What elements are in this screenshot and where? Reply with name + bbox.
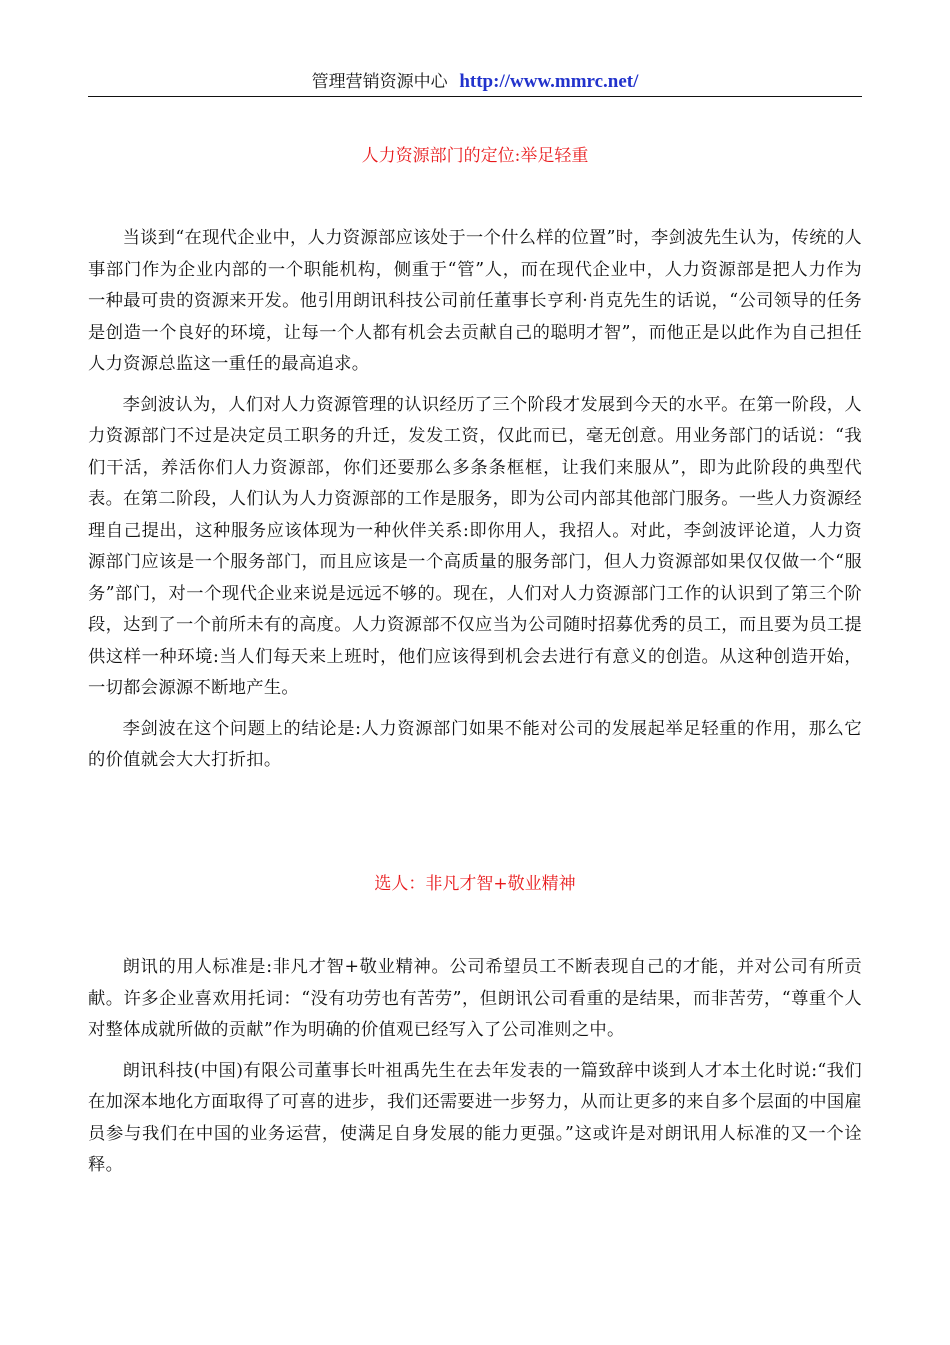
page-header	[88, 68, 862, 96]
paragraph: 当谈到“在现代企业中，人力资源部应该处于一个什么样的位置”时，李剑波先生认为，传统的人事部门作为企业内部的一个职能机构，侧重于“管”人，而在现代企业中，人力资源部是把人力作为一种最可贵的资源来开发。他引用朗讯科技公司前任董事长亨利·肖克先生的话说，“公司领导的任务是创造一个良好的环境，让每一个人都有机会去贡献自己的聪明才智”，而他正是以此作为自己担任人力资源总监这一重任的最高追求。	[88, 228, 862, 374]
paragraph: 李剑波在这个问题上的结论是:人力资源部门如果不能对公司的发展起举足轻重的作用，那么它的价值就会大大打折扣。	[88, 718, 862, 770]
header-divider	[88, 96, 862, 97]
section-body-selection	[88, 952, 862, 1191]
section-title-selection: 选人：非凡才智+敬业精神	[374, 874, 576, 894]
section-body-hr-positioning	[88, 223, 862, 786]
paragraph: 李剑波认为，人们对人力资源管理的认识经历了三个阶段才发展到今天的水平。在第一阶段，人力资源部门不过是决定员工职务的升迁，发发工资，仅此而已，毫无创意。用业务部门的话说：“我们干活，养活你们人力资源部，你们还要那么多条条框框，让我们来服从”，即为此阶段的典型代表。在第二阶段，人们认为人力资源部的工作是服务，即为公司内部其他部门服务。一些人力资源经理自己提出，这种服务应该体现为一种伙伴关系:即你用人，我招人。对此，李剑波评论道，人力资源部门应该是一个服务部门，而且应该是一个高质量的服务部门，但人力资源部如果仅仅做一个“服务”部门，对一个现代企业来说是远远不够的。现在，人们对人力资源部门工作的认识到了第三个阶段，达到了一个前所未有的高度。人力资源部不仅应当为公司随时招募优秀的员工，而且要为员工提供这样一种环境:当人们每天来上班时，他们应该得到机会去进行有意义的创造。从这种创造开始，一切都会源源不断地产生。	[88, 394, 862, 698]
paragraph: 朗讯科技(中国)有限公司董事长叶祖禹先生在去年发表的一篇致辞中谈到人才本土化时说:“我们在加深本地化方面取得了可喜的进步，我们还需要进一步努力，从而让更多的来自多个层面的中国雇员参与我们在中国的业务运营，使满足自身发展的能力更强。”这或许是对朗讯用人标准的又一个诠释。	[88, 1060, 862, 1175]
header-site-name: 管理营销资源中心	[311, 72, 448, 92]
section-title-hr-positioning: 人力资源部门的定位:举足轻重	[361, 146, 589, 166]
paragraph: 朗讯的用人标准是:非凡才智+敬业精神。公司希望员工不断表现自己的才能，并对公司有所贡献。许多企业喜欢用托词：“没有功劳也有苦劳”，但朗讯公司看重的是结果，而非苦劳，“尊重个人对整体成就所做的贡献”作为明确的价值观已经写入了公司准则之中。	[88, 957, 862, 1040]
header-site-url-link[interactable]: http://www.mmrc.net/	[459, 71, 639, 92]
